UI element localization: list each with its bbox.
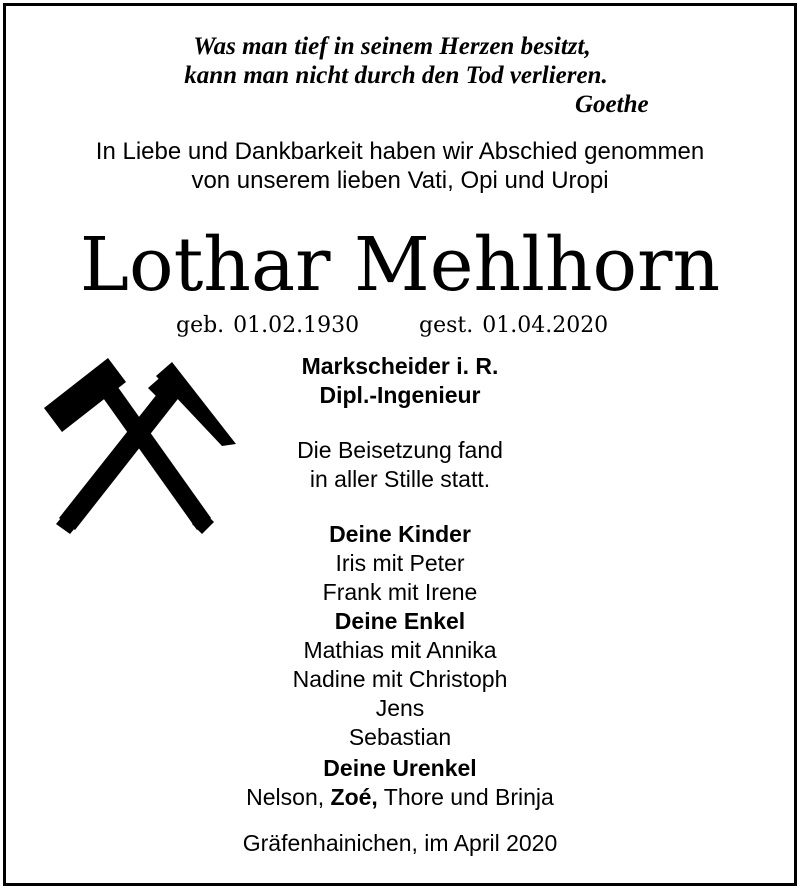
great-grandchildren-list bbox=[200, 784, 600, 811]
quote-line-2: kann man nicht durch den Tod verlieren. bbox=[184, 62, 608, 89]
grandchild-2: Nadine mit Christoph bbox=[292, 666, 508, 692]
great-grandchildren-after: Thore und Brinja bbox=[377, 784, 554, 810]
birth-date: geb. 01.02.1930 bbox=[176, 313, 360, 338]
child-2: Frank mit Irene bbox=[322, 579, 478, 605]
profession-title: Markscheider i. R. bbox=[301, 353, 499, 379]
great-grandchildren-heading: Deine Urenkel bbox=[323, 755, 477, 781]
quote-line-1: Was man tief in seinem Herzen besitzt, bbox=[193, 33, 591, 60]
quote-author: Goethe bbox=[575, 91, 649, 118]
deceased-name: Lothar Mehlhorn bbox=[79, 222, 721, 308]
grandchild-3: Jens bbox=[375, 695, 425, 721]
burial-line-2: in aller Stille statt. bbox=[309, 466, 491, 492]
closing-place-date: Gräfenhainichen, im April 2020 bbox=[242, 830, 558, 856]
academic-title: Dipl.-Ingenieur bbox=[319, 382, 481, 408]
children-heading: Deine Kinder bbox=[329, 521, 471, 547]
intro-line-2: von unserem lieben Vati, Opi und Uropi bbox=[191, 167, 609, 194]
death-date: gest. 01.04.2020 bbox=[419, 313, 609, 338]
grandchild-4: Sebastian bbox=[348, 724, 452, 750]
child-1: Iris mit Peter bbox=[335, 550, 465, 576]
grandchildren-heading: Deine Enkel bbox=[334, 608, 466, 634]
great-grandchild-highlight: Zoé, bbox=[330, 784, 378, 810]
intro-line-1: In Liebe und Dankbarkeit haben wir Abschied genommen bbox=[95, 138, 705, 165]
grandchild-1: Mathias mit Annika bbox=[303, 637, 497, 663]
great-grandchildren-before: Nelson, bbox=[246, 784, 331, 810]
burial-line-1: Die Beisetzung fand bbox=[297, 437, 503, 463]
